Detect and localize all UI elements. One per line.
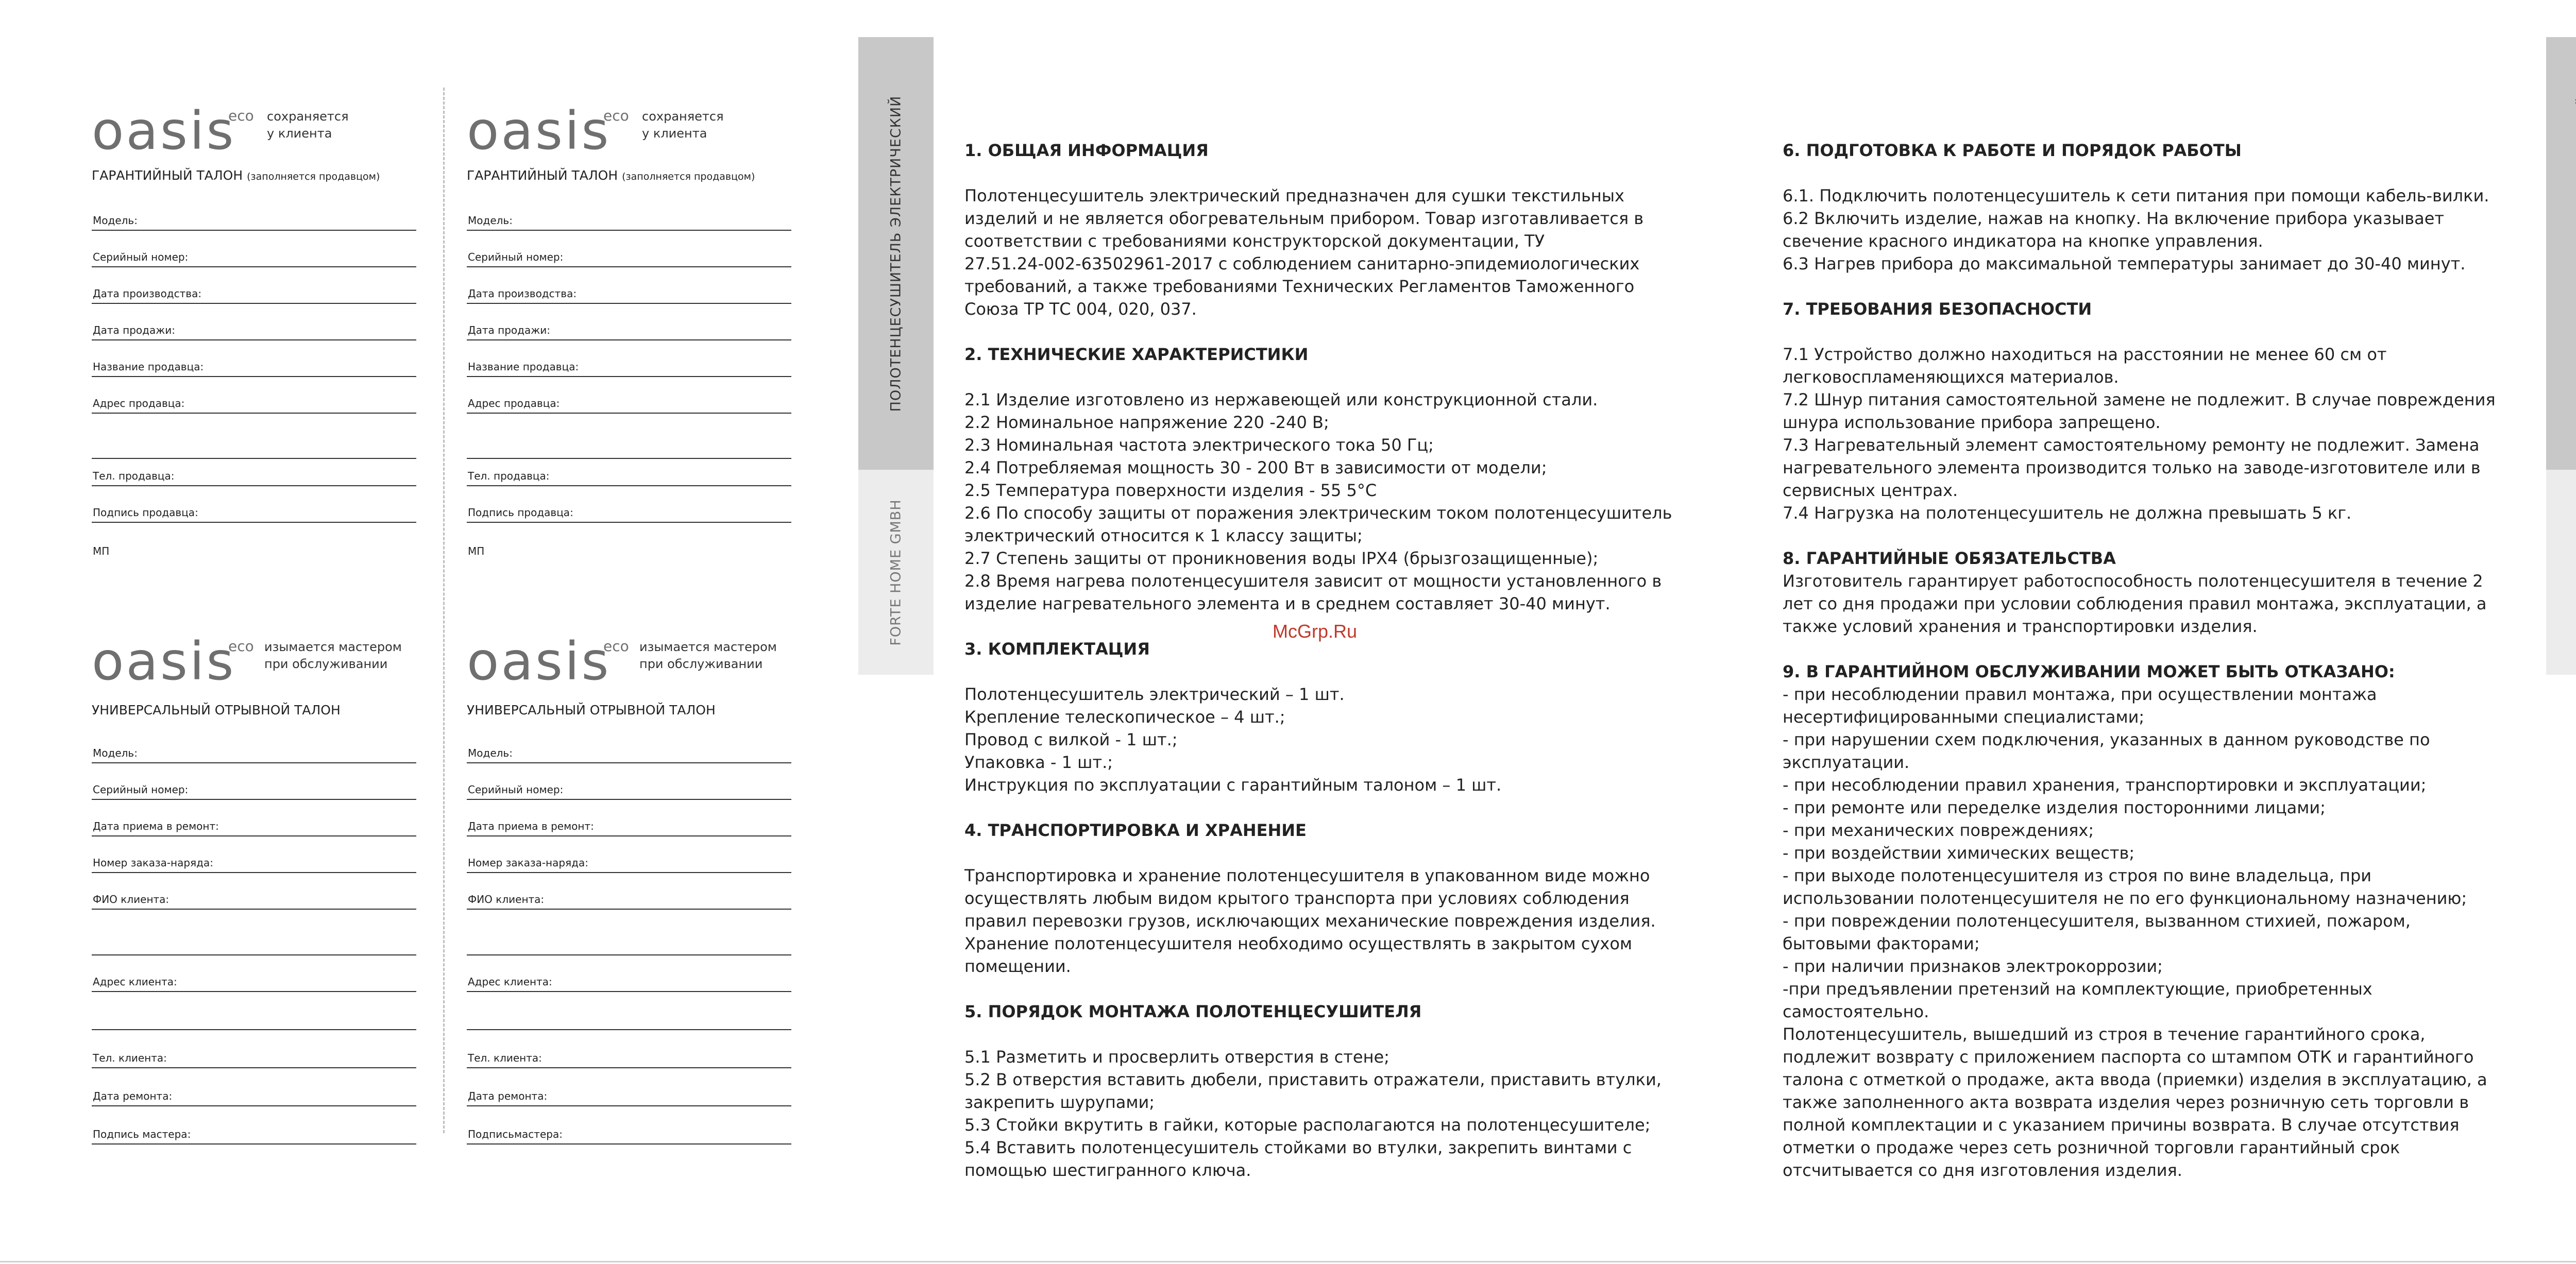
section-line: 2.2 Номинальное напряжение 220 -240 В; (964, 413, 1329, 432)
section-line: лет со дня продажи при условии соблюдения правил монтажа, эксплуатации, а (1783, 594, 2487, 613)
side-company-label-right (2546, 470, 2576, 675)
spacer (1783, 320, 2524, 343)
eco-label: eco (603, 638, 629, 655)
spacer (964, 978, 1706, 1000)
form-field[interactable] (467, 322, 791, 340)
form-field[interactable] (92, 212, 416, 231)
section-line: 2.3 Номинальная частота электрического тока 50 Гц; (964, 435, 1434, 455)
form-field[interactable] (92, 468, 416, 486)
section-line: свечение красного индикатора на кнопке управления. (1783, 231, 2263, 251)
form-field-label: Подписьмастера: (468, 1128, 563, 1140)
section-line: - при повреждении полотенцесушителя, вызванном стихией, пожаром, (1783, 911, 2411, 931)
section-line: - при выходе полотенцесушителя из строя по вине владельца, при (1783, 866, 2372, 885)
form-field[interactable] (92, 358, 416, 377)
form-field-label: Подпись мастера: (93, 1128, 191, 1140)
section-line: 2.5 Температура поверхности изделия - 55 5°С (964, 481, 1377, 500)
form-field-label: Тел. клиента: (93, 1052, 167, 1064)
section-line: 2.4 Потребляемая мощность 30 - 200 Вт в зависимости от модели; (964, 458, 1547, 477)
form-field[interactable] (92, 891, 416, 910)
section-line: осуществлять любым видом крытого транспорта при условиях соблюдения (964, 889, 1630, 908)
form-field[interactable] (92, 1126, 416, 1145)
section-line: отметки о продаже через сеть розничной торговли гарантийный срок (1783, 1138, 2400, 1157)
form-field-label: Модель: (93, 214, 138, 227)
tagline-line: сохраняется (642, 109, 724, 124)
section-line: 5.4 Вставить полотенцесушитель стойками во втулки, закрепить винтами с (964, 1138, 1632, 1157)
eco-label: eco (603, 107, 629, 124)
section-heading: 6. ПОДГОТОВКА К РАБОТЕ И ПОРЯДОК РАБОТЫ (1783, 141, 2242, 160)
section-line: нагревательного элемента производится только на заводе-изготовителе или в (1783, 458, 2481, 477)
section-line: 5.3 Стойки вкрутить в гайки, которые располагаются на полотенцесушителе; (964, 1115, 1651, 1135)
form-field-label: Тел. продавца: (93, 470, 175, 482)
section-heading: 8. ГАРАНТИЙНЫЕ ОБЯЗАТЕЛЬСТВА (1783, 549, 2116, 568)
side-product-label-left: ПОЛОТЕНЦЕСУШИТЕЛЬ ЭЛЕКТРИЧЕСКИЙ (888, 95, 904, 412)
form-field-label: Дата продажи: (93, 324, 175, 336)
section-line: изделие нагревательного элемента и в среднем составляет 30-40 минут. (964, 594, 1611, 613)
form-field-label: Название продавца: (468, 361, 579, 373)
spacer (964, 1023, 1706, 1046)
section-line: закрепить шурупами; (964, 1092, 1155, 1112)
tagline-line: сохраняется (267, 109, 349, 124)
coupon-title: УНИВЕРСАЛЬНЫЙ ОТРЫВНОЙ ТАЛОН (92, 703, 341, 718)
section-line: соответствии с требованиями конструкторской документации, ТУ (964, 231, 1545, 251)
section-line: Упаковка - 1 шт.; (964, 753, 1113, 772)
side-product-label-right (2546, 37, 2576, 470)
spacer (1783, 638, 2524, 660)
section-line: правил перевозки грузов, исключающих механические повреждения изделия. (964, 911, 1656, 931)
form-field[interactable] (92, 818, 416, 836)
section-line: 7.1 Устройство должно находиться на расстоянии не менее 60 см от (1783, 345, 2387, 364)
spacer (964, 162, 1706, 184)
form-field[interactable] (467, 1050, 791, 1068)
form-field[interactable] (92, 1050, 416, 1068)
section-line: - при наличии признаков электрокоррозии; (1783, 956, 2163, 976)
section-line: 6.2 Включить изделие, нажав на кнопку. На включение прибора указывает (1783, 209, 2445, 228)
coupon-title-text: ГАРАНТИЙНЫЙ ТАЛОН (92, 168, 243, 183)
tagline-line: у клиента (642, 126, 707, 141)
coupon-title: УНИВЕРСАЛЬНЫЙ ОТРЫВНОЙ ТАЛОН (467, 703, 716, 718)
section-line: требований, а также требованиями Технических Регламентов Таможенного (964, 277, 1635, 296)
section-heading: 2. ТЕХНИЧЕСКИЕ ХАРАКТЕРИСТИКИ (964, 345, 1309, 364)
section-line: отсчитывается со дня изготовления изделия. (1783, 1160, 2182, 1180)
blank-line[interactable] (467, 954, 791, 955)
form-field-label: Дата ремонта: (468, 1090, 548, 1102)
form-field-label: Адрес продавца: (468, 397, 560, 409)
section-line: Транспортировка и хранение полотенцесушителя в упакованном виде можно (964, 866, 1650, 885)
form-field[interactable] (467, 1088, 791, 1106)
section-line: бытовыми факторами; (1783, 934, 1980, 953)
coupon-tagline (639, 639, 777, 673)
section-line: сервисных центрах. (1783, 481, 1958, 500)
form-field[interactable] (467, 781, 791, 800)
blank-line[interactable] (92, 458, 416, 459)
section-line: - при воздействии химических веществ; (1783, 843, 2135, 863)
form-field[interactable] (92, 395, 416, 414)
form-field[interactable] (467, 818, 791, 836)
form-field-label: Дата приема в ремонт: (468, 820, 594, 832)
form-field[interactable] (467, 855, 791, 873)
coupon-title-note: (заполняется продавцом) (247, 171, 380, 182)
form-field[interactable] (92, 322, 416, 340)
form-field-label: Серийный номер: (468, 251, 564, 263)
section-heading: 7. ТРЕБОВАНИЯ БЕЗОПАСНОСТИ (1783, 299, 2092, 319)
section-line: изделий и не является обогревательным прибором. Товар изготавливается в (964, 209, 1644, 228)
blank-line[interactable] (92, 1029, 416, 1030)
section-line: - при нарушении схем подключения, указанных в данном руководстве по (1783, 730, 2430, 749)
form-field[interactable] (92, 781, 416, 800)
form-field-label: Серийный номер: (93, 251, 189, 263)
section-line: Полотенцесушитель электрический предназначен для сушки текстильных (964, 186, 1624, 206)
section-line: Крепление телескопическое – 4 шт.; (964, 707, 1285, 727)
form-field-label: Номер заказа-наряда: (468, 857, 588, 869)
coupon-tagline (267, 108, 349, 142)
spacer (964, 842, 1706, 864)
blank-line[interactable] (467, 458, 791, 459)
section-line: шнура использование прибора запрещено. (1783, 413, 2161, 432)
form-field-label: Серийный номер: (93, 783, 189, 796)
form-field[interactable] (92, 855, 416, 873)
form-field-label: ФИО клиента: (93, 893, 170, 906)
watermark: McGrp.Ru (1273, 621, 1358, 642)
section-line: эксплуатации. (1783, 753, 1910, 772)
form-field-label: Номер заказа-наряда: (93, 857, 213, 869)
spacer (1783, 162, 2524, 184)
form-field-label: Дата производства: (93, 287, 202, 300)
instructions-column-2 (1783, 139, 2524, 1182)
section-line: Союза ТР ТС 004, 020, 037. (964, 299, 1197, 319)
tagline-line: изымается мастером (639, 640, 777, 654)
coupon-title-text: ГАРАНТИЙНЫЙ ТАЛОН (467, 168, 618, 183)
section-line: несертифицированными специалистами; (1783, 707, 2145, 727)
form-field-label: Дата ремонта: (93, 1090, 173, 1102)
brand-block (467, 631, 791, 692)
spacer (964, 660, 1706, 683)
tagline-line: изымается мастером (264, 640, 402, 654)
form-field-label: Подпись продавца: (468, 506, 573, 519)
form-field-label: Тел. продавца: (468, 470, 550, 482)
tagline-line: при обслуживании (639, 657, 763, 671)
section-heading: 3. КОМПЛЕКТАЦИЯ (964, 639, 1150, 659)
spacer (964, 320, 1706, 343)
form-field[interactable] (92, 285, 416, 304)
section-line: 7.4 Нагрузка на полотенцесушитель не должна превышать 5 кг. (1783, 503, 2352, 523)
eco-label: eco (228, 638, 254, 655)
section-heading: 1. ОБЩАЯ ИНФОРМАЦИЯ (964, 141, 1209, 160)
form-field-label: Дата производства: (468, 287, 577, 300)
form-field[interactable] (467, 973, 791, 992)
section-line: помещении. (964, 956, 1071, 976)
section-line: 6.1. Подключить полотенцесушитель к сети питания при помощи кабель-вилки. (1783, 186, 2489, 206)
form-field-label: Дата продажи: (468, 324, 550, 336)
form-field-label: Адрес клиента: (93, 976, 177, 988)
form-field[interactable] (467, 1126, 791, 1145)
coupon-title (92, 168, 380, 183)
section-line: также условий хранения и транспортировки изделия. (1783, 617, 2258, 636)
section-line: Инструкция по эксплуатации с гарантийным талоном – 1 шт. (964, 775, 1502, 795)
eco-label: eco (228, 107, 254, 124)
stamp-place: МП (468, 545, 485, 557)
blank-line[interactable] (467, 1029, 791, 1030)
form-field[interactable] (467, 212, 791, 231)
form-field-label: Модель: (93, 747, 138, 759)
form-field-label: Подпись продавца: (93, 506, 198, 519)
section-line: - при механических повреждениях; (1783, 821, 2094, 840)
section-line: - при ремонте или переделке изделия посторонними лицами; (1783, 798, 2326, 817)
section-line: - при несоблюдении правил хранения, транспортировки и эксплуатации; (1783, 775, 2427, 795)
section-heading: 9. В ГАРАНТИЙНОМ ОБСЛУЖИВАНИИ МОЖЕТ БЫТЬ ОТКАЗАНО: (1783, 662, 2395, 681)
brand-block (92, 631, 416, 692)
form-field[interactable] (467, 249, 791, 267)
oasis-logo: oasis (467, 100, 611, 162)
section-heading: 5. ПОРЯДОК МОНТАЖА ПОЛОТЕНЦЕСУШИТЕЛЯ (964, 1002, 1422, 1021)
section-line: -при предъявлении претензий на комплектующие, приобретенных (1783, 979, 2372, 999)
form-field-label: Название продавца: (93, 361, 204, 373)
oasis-logo: oasis (467, 631, 611, 692)
section-line: полной комплектации и с указанием причины возврата. В случае отсутствия (1783, 1115, 2460, 1135)
page-bottom-rule (0, 1261, 2576, 1262)
coupon-title (467, 168, 755, 183)
brand-block (467, 100, 791, 162)
instructions-column-1 (964, 139, 1706, 1182)
section-line: также заполненного акта возврата изделия через розничную сеть торговли в (1783, 1092, 2469, 1112)
section-line: 27.51.24-002-63502961-2017 с соблюдением санитарно-эпидемиологических (964, 254, 1640, 274)
section-line: Изготовитель гарантирует работоспособность полотенцесушителя в течение 2 (1783, 571, 2483, 591)
side-company-label-left: FORTE HOME GMBH (888, 499, 904, 646)
section-line: 5.2 В отверстия вставить дюбели, приставить отражатели, приставить втулки, (964, 1070, 1662, 1089)
form-field-label: Серийный номер: (468, 783, 564, 796)
form-field[interactable] (92, 249, 416, 267)
section-line: Полотенцесушитель электрический – 1 шт. (964, 685, 1345, 704)
section-line: легковоспламеняющихся материалов. (1783, 367, 2119, 387)
form-field[interactable] (467, 745, 791, 763)
section-line: электрический относится к 1 классу защиты; (964, 526, 1363, 545)
section-line: 7.3 Нагревательный элемент самостоятельному ремонту не подлежит. Замена (1783, 435, 2480, 455)
section-line: 5.1 Разметить и просверлить отверстия в стене; (964, 1047, 1389, 1067)
section-line: самостоятельно. (1783, 1002, 1929, 1021)
brand-block (92, 100, 416, 162)
section-line: Полотенцесушитель, вышедший из строя в течение гарантийного срока, (1783, 1024, 2426, 1044)
spacer (1783, 275, 2524, 298)
stamp-place: МП (93, 545, 110, 557)
section-line: 7.2 Шнур питания самостоятельной замене не подлежит. В случае повреждения (1783, 390, 2496, 409)
tagline-line: при обслуживании (264, 657, 388, 671)
section-line: талона с отметкой о продаже, акта ввода (приемки) изделия в эксплуатацию, а (1783, 1070, 2487, 1089)
form-field[interactable] (92, 745, 416, 763)
spacer (1783, 524, 2524, 547)
form-field-label: Дата приема в ремонт: (93, 820, 219, 832)
coupon-tagline (264, 639, 402, 673)
form-field-label: ФИО клиента: (468, 893, 545, 906)
section-line: Провод с вилкой - 1 шт.; (964, 730, 1178, 749)
tagline-line: у клиента (267, 126, 332, 141)
form-field[interactable] (92, 1088, 416, 1106)
coupon-tagline (642, 108, 724, 142)
coupon-title-note: (заполняется продавцом) (622, 171, 755, 182)
section-line: 2.6 По способу защиты от поражения электрическим током полотенцесушитель (964, 503, 1672, 523)
form-field[interactable] (92, 504, 416, 523)
oasis-logo: oasis (92, 100, 236, 162)
form-field[interactable] (467, 285, 791, 304)
form-field[interactable] (467, 504, 791, 523)
spacer (964, 796, 1706, 819)
form-field[interactable] (467, 468, 791, 486)
form-field-label: Модель: (468, 747, 513, 759)
form-field[interactable] (467, 358, 791, 377)
tear-line (443, 88, 445, 1133)
form-field[interactable] (467, 395, 791, 414)
form-field-label: Адрес клиента: (468, 976, 552, 988)
form-field-label: Тел. клиента: (468, 1052, 542, 1064)
form-field[interactable] (467, 891, 791, 910)
section-heading: 4. ТРАНСПОРТИРОВКА И ХРАНЕНИЕ (964, 821, 1307, 840)
section-line: подлежит возврату с приложением паспорта со штампом ОТК и гарантийного (1783, 1047, 2474, 1067)
section-line: 2.8 Время нагрева полотенцесушителя зависит от мощности установленного в (964, 571, 1662, 591)
form-field-label: Модель: (468, 214, 513, 227)
section-line: использовании полотенцесушителя не по его функциональному назначению; (1783, 889, 2467, 908)
blank-line[interactable] (92, 954, 416, 955)
section-line: 2.7 Степень защиты от проникновения воды IPX4 (брызгозащищенные); (964, 549, 1599, 568)
section-line: 6.3 Нагрев прибора до максимальной температуры занимает до 30-40 минут. (1783, 254, 2466, 274)
form-field[interactable] (92, 973, 416, 992)
section-line: 2.1 Изделие изготовлено из нержавеющей или конструкционной стали. (964, 390, 1598, 409)
section-line: Хранение полотенцесушителя необходимо осуществлять в закрытом сухом (964, 934, 1633, 953)
section-line: - при несоблюдении правил монтажа, при осуществлении монтажа (1783, 685, 2377, 704)
spacer (964, 366, 1706, 388)
section-line: помощью шестигранного ключа. (964, 1160, 1251, 1180)
oasis-logo: oasis (92, 631, 236, 692)
form-field-label: Адрес продавца: (93, 397, 185, 409)
